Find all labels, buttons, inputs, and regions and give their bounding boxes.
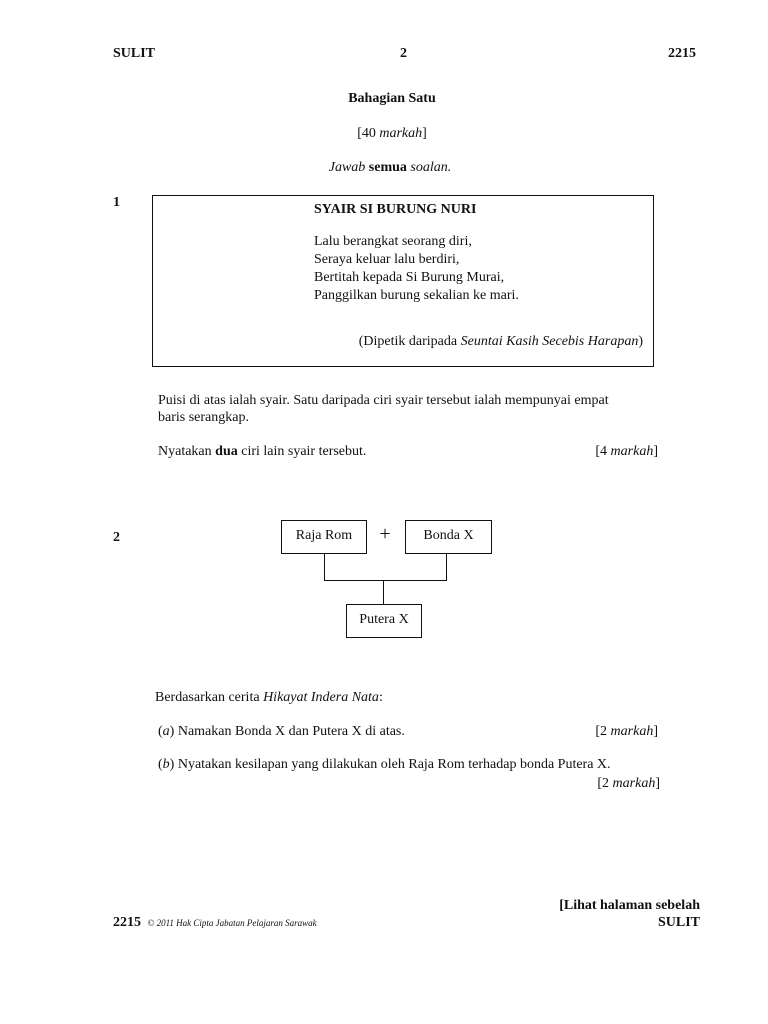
raja-rom-box: Raja Rom: [281, 520, 367, 554]
poem-line: Bertitah kepada Si Burung Murai,: [314, 270, 505, 285]
marks-close: ]: [655, 776, 660, 791]
instruction-part: soalan.: [406, 160, 452, 175]
marks-open: [2: [597, 776, 613, 791]
part-paren: (: [158, 757, 163, 772]
source-title: Seuntai Kasih Secebis Harapan: [460, 334, 639, 349]
source-text: (Dipetik daripada: [358, 334, 461, 349]
part-text: ) Nyatakan kesilapan yang dilakukan oleh Raja Rom terhadap bonda Putera X.: [169, 757, 611, 772]
question-number-2: 2: [113, 530, 120, 545]
connector-horizontal: [324, 580, 447, 581]
part-paren: (: [158, 724, 163, 739]
marks-close: ]: [653, 724, 658, 739]
q1-paragraph: [158, 392, 609, 426]
marks-word: markah: [610, 724, 654, 739]
marks-open: [40: [357, 126, 380, 141]
poem-stanza: [314, 233, 519, 305]
section-marks: [0, 126, 768, 142]
part-letter: b: [162, 757, 170, 772]
intro-text: :: [378, 690, 383, 705]
instruction-part: Jawab: [328, 160, 369, 175]
task-text: ciri lain syair tersebut.: [237, 444, 367, 459]
connector-child: [383, 580, 384, 604]
connector-right: [446, 553, 447, 580]
poem-title: SYAIR SI BURUNG NURI: [314, 202, 477, 217]
q2-intro: [155, 690, 383, 706]
putera-x-box: Putera X: [346, 604, 422, 638]
poem-line: Panggilkan burung sekalian ke mari.: [314, 288, 519, 303]
header-left: SULIT: [113, 46, 156, 61]
instruction-emphasis: semua: [368, 160, 407, 175]
page-number: 2: [400, 46, 407, 61]
header-right: 2215: [668, 46, 696, 61]
question-number-1: 1: [113, 195, 120, 210]
section-title: Bahagian Satu: [348, 91, 436, 106]
poem-line: Lalu berangkat seorang diri,: [314, 234, 472, 249]
part-letter: a: [162, 724, 170, 739]
copyright-notice: © 2011 Hak Cipta Jabatan Pelajaran Sarawak: [147, 918, 317, 928]
footer-sulit: SULIT: [657, 915, 700, 930]
part-text: ) Namakan Bonda X dan Putera X di atas.: [169, 724, 405, 739]
plus-sign: +: [379, 523, 391, 545]
connector-left: [324, 553, 325, 580]
marks-open: [2: [595, 724, 611, 739]
task-text: Nyatakan: [158, 444, 216, 459]
source-text: ): [638, 334, 643, 349]
marks-word: markah: [610, 444, 654, 459]
footer-left: [113, 915, 317, 931]
marks-word: markah: [612, 776, 656, 791]
poem-source: [200, 334, 643, 350]
paragraph-line: Puisi di atas ialah syair. Satu daripada ciri syair tersebut ialah mempunyai empat: [158, 393, 609, 408]
next-page-note: [Lihat halaman sebelah: [559, 898, 700, 913]
story-title: Hikayat Indera Nata: [263, 690, 379, 705]
intro-text: Berdasarkan cerita: [155, 690, 264, 705]
marks-close: ]: [422, 126, 427, 141]
marks-word: markah: [379, 126, 423, 141]
q2-part-a: [158, 724, 405, 740]
q2-part-a-marks: [540, 724, 658, 740]
footer-code: 2215: [113, 915, 141, 930]
paragraph-line: baris serangkap.: [158, 410, 249, 425]
section-instruction: [0, 160, 768, 176]
q1-marks: [540, 444, 658, 460]
task-emphasis: dua: [215, 444, 238, 459]
poem-line: Seraya keluar lalu berdiri,: [314, 252, 460, 267]
marks-close: ]: [653, 444, 658, 459]
q2-part-b-marks: [540, 776, 660, 792]
bonda-x-box: Bonda X: [405, 520, 492, 554]
q2-part-b: [158, 757, 611, 773]
q1-task: [158, 444, 366, 460]
marks-open: [4: [595, 444, 611, 459]
